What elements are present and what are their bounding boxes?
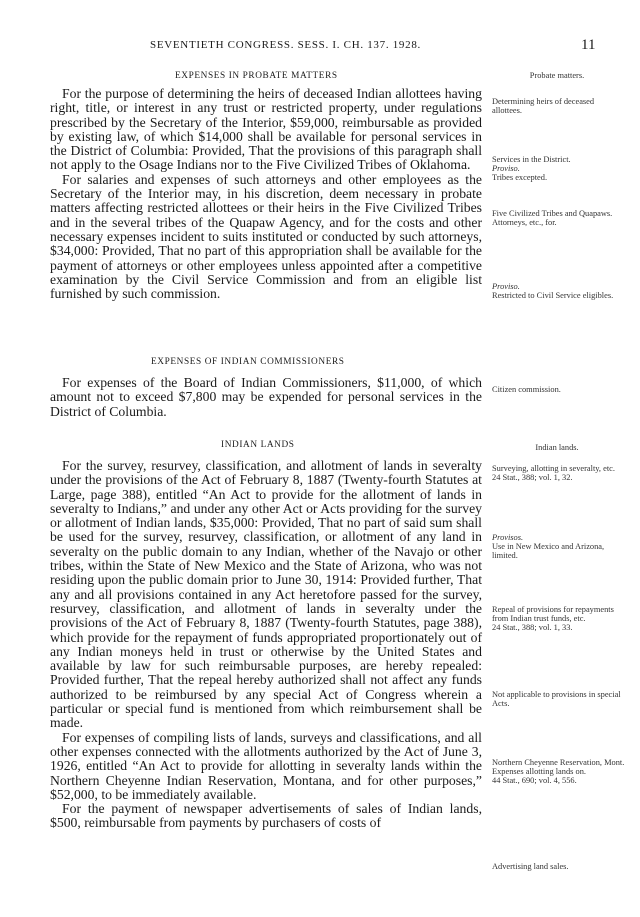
margin-note-new-mexico: Provisos. Use in New Mexico and Arizona, limited. [492,533,605,561]
margin-note-citizen: Citizen commission. [492,385,561,394]
margin-note-lands: Indian lands. [535,443,579,452]
margin-note-services: Services in the District. Proviso. Tribes excepted. [492,155,571,183]
running-title: SEVENTIETH CONGRESS. SESS. I. CH. 137. 1928. [150,39,421,51]
section-body-commissioners [50,376,482,419]
margin-note-advertising: Advertising land sales. [492,862,569,871]
paragraph: For the survey, resurvey, classification, and allotment of lands in severalty under the provisions of the Act of February 8, 1887 (Twenty-fourth Statutes at Large, page 388), entitled “An Act to provide for the allotment of lands in severalty to Indians,” and under any other Act or Acts providing for the survey or allotment of Indian lands, $35,000: Provided, That no part of said sum shall be used for the survey, resurvey, classification, or allotment of any land in severalty on the public domain to any Indian, whether of the Navajo or other tribes, within the State of New Mexico and the State of Arizona, who was not residing upon the public domain prior to June 30, 1914: Provided further, That any and all provisions contained in any Act heretofore passed for the survey, resurvey, classification, and allotment of lands in severalty under the provisions of the Act of February 8, 1887 (Twenty-fourth Statutes, page 388), which provide for the repayment of funds appropriated proportionately out of any Indian moneys held in trust or otherwise by the United States and available by law for such reimbursable purposes, are hereby repealed: Provided further, That the repeal hereby authorized shall not affect any funds authorized to be reimbursed by any special Act of Congress wherein a particular or special fund is mentioned from which reimbursement shall be made. [50,458,482,731]
margin-note-repeal: Repeal of provisions for repayments from Indian trust funds, etc. 24 Stat., 388; vol. 1, 33. [492,605,614,633]
section-heading-indian-lands: INDIAN LANDS [221,440,295,450]
paragraph: For the purpose of determining the heirs of deceased Indian allottees having right, title, or interest in any trust or restricted property, under regulations prescribed by the Secretary of the Interior, $59,000, reimbursable as provided by existing law, of which $14,000 shall be available for personal services in the District of Columbia: Provided, That the provisions of this paragraph shall not apply to the Osage Indians nor to the Five Civilized Tribes of Oklahoma. [50,86,482,173]
section-body-probate [50,87,482,301]
page-number: 11 [581,37,596,53]
paragraph: For expenses of the Board of Indian Commissioners, $11,000, of which amount not to exceed $7,800 may be expended for personal services in the District of Columbia. [50,375,482,419]
margin-note-special-acts: Not applicable to provisions in special Acts. [492,690,621,709]
section-heading-probate: EXPENSES IN PROBATE MATTERS [175,71,338,81]
section-body-indian-lands [50,459,482,831]
running-header [0,37,640,55]
margin-note-surveying: Surveying, allotting in severalty, etc. 24 Stat., 388; vol. 1, 32. [492,464,615,483]
paragraph: For expenses of compiling lists of lands, surveys and classifications, and all other expenses connected with the allotments authorized by the Act of June 3, 1926, entitled “An Act to provide for allotting in severalty lands within the Northern Cheyenne Indian Reservation, Montana, and for other purposes,” $52,000, to be immediately available. [50,729,482,802]
section-heading-commissioners: EXPENSES OF INDIAN COMMISSIONERS [151,357,345,367]
margin-note-cheyenne: Northern Cheyenne Reservation, Mont. Expenses allotting lands on. 44 Stat., 690; vol. 4, 556. [492,758,625,786]
margin-note-civil-service: Proviso. Restricted to Civil Service eligibles. [492,282,614,301]
paragraph: For the payment of newspaper advertisements of sales of Indian lands, $500, reimbursable from payments by purchasers of costs of [50,801,482,831]
margin-note-heirs: Determining heirs of deceased allottees. [492,97,595,116]
margin-note-five-tribes: Five Civilized Tribes and Quapaws. Attorneys, etc., for. [492,209,613,228]
paragraph: For salaries and expenses of such attorneys and other employees as the Secretary of the Interior may, in his discretion, deem necessary in probate matters affecting restricted allottees or their heirs in the Five Civilized Tribes and in the several tribes of the Quapaw Agency, and for the costs and other necessary expenses incident to suits instituted or conducted by such attorneys, $34,000: Provided, That no part of this appropriation shall be available for the payment of attorneys or other employees unless appointed after a competitive examination by the Civil Service Commission and from an eligible list furnished by such commission. [50,171,482,302]
margin-note-probate: Probate matters. [529,71,585,80]
